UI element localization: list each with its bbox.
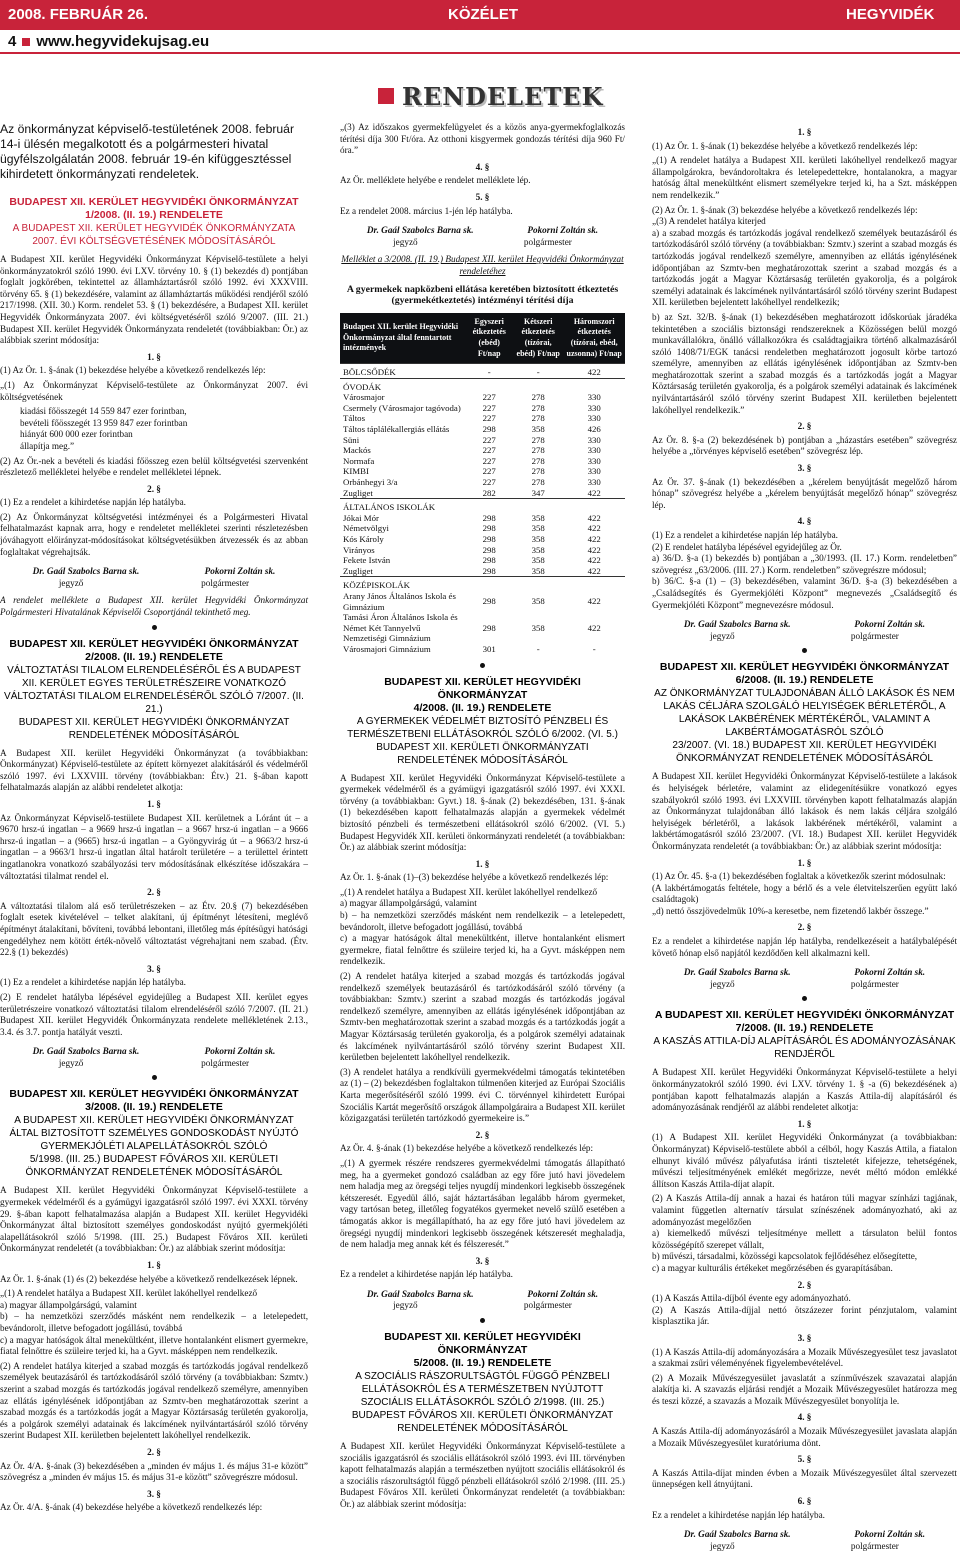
table-row <box>340 456 625 467</box>
fee-cell: 298 <box>482 596 496 607</box>
signatures: Dr. Gaál Szabolcs Barna sk. Pokorni Zoltán sk. <box>32 1046 276 1057</box>
paragraph: bevételi főösszegét 13 959 847 ezer forintban <box>20 417 188 428</box>
fee-cell: 426 <box>587 424 601 435</box>
paragraph: „(1) Az Önkormányzat Képviselő-testülete az Önkormányzat 2007. évi költségvetésének <box>0 379 308 402</box>
table-row <box>340 435 625 446</box>
institution-cell: ÁLTALÁNOS ISKOLÁK <box>340 499 465 513</box>
section-number: 1. § <box>797 1118 812 1129</box>
section-number: 2. § <box>475 1129 490 1140</box>
ordinance-title-6: BUDAPEST XII. KERÜLET HEGYVIDÉKI ÖNKORMÁNYZAT 6/2008. (II. 19.) RENDELETE AZ ÖNKORMÁNYZAT TULAJDONÁBAN ÁLLÓ LAKÁSOK ÉS NEM LAKÁS CÉLJÁRA SZOLGÁLÓ HELYISÉGEK BÉRLETÉRŐL, A LAKÁSOK LAKBÉRÉNEK MÉRTÉKÉRŐL, VALAMINT A LAKBÉRTÁMOGATÁSRÓL SZÓLÓ 23/2007. (VI. 18.) BUDAPEST XII. KERÜLET HEGYVIDÉKI ÖNKORMÁNYZAT RENDELETÉNEK MÓDOSÍTÁSÁRÓL <box>654 661 955 765</box>
section-number: 1. § <box>797 857 812 868</box>
separator-dot <box>152 1075 157 1080</box>
fee-cell: 422 <box>587 487 601 498</box>
table-row <box>340 591 625 612</box>
fee-cell: 227 <box>482 402 496 413</box>
paragraph: (1) Ez a rendelet a kihirdetése napján lép hatályba. <box>0 497 186 508</box>
fee-cell: 422 <box>587 544 601 555</box>
paragraph: Az Ör. 8. §-a (2) bekezdésének b) pontjában a „házastárs esetében” szövegrész helyébe a „törvényes képviselő esetében” szövegrész lép. <box>652 434 957 457</box>
fee-cell: 330 <box>587 402 601 413</box>
table-row <box>340 392 625 403</box>
paragraph: A Budapest XII. kerület Hegyvidéki Önkormányzat Képviselő-testülete a lakások és helyiségek bérletére, valamint az elidegenítésükre vonatkozó egyes szabályokról szóló 1993. évi LXXVIII. törvényben kapott felhatalmazás alapján az Önkormányzat tulajdonában álló lakások és nem lakás céljára szolgáló helyiségek bérletéről, a lakások lakbérének mértékéről, valamint a lakbértámogatásról szóló 23/2007. (VI. 18.) Budapest XII. kerület Hegyvidék Önkormányzata rendeletét (a továbbiakban: Ör.) az alábbiak szerint módosítja: <box>652 771 957 851</box>
institution-cell: Virányos <box>343 544 375 555</box>
signature-roles: jegyző polgármester <box>710 1540 899 1551</box>
table-row <box>340 413 625 424</box>
ordinance-title-3: BUDAPEST XII. KERÜLET HEGYVIDÉKI ÖNKORMÁNYZAT 3/2008. (II. 19.) RENDELETE A BUDAPEST XII. KERÜLET HEGYVIDÉKI ÖNKORMÁNYZAT ÁLTAL BIZTOSÍTOTT SZEMÉLYES GONDOSKODÁST NYÚJTÓ GYERMEKJÓLÉTI ALAPELLÁTÁSOKRÓL SZÓLÓ 5/1998. (III. 25.) BUDAPEST FŐVÁROS XII. KERÜLETI ÖNKORMÁNYZAT RENDELETÉNEK MÓDOSÍTÁSÁRÓL <box>9 1088 299 1179</box>
paragraph: A Kaszás Attila-díjat minden évben a Mozaik Művészegyesület által szervezett ünnepségen kell átnyújtani. <box>652 1467 957 1490</box>
table-row <box>340 513 625 524</box>
signatures: Dr. Gaál Szabolcs Barna sk. Pokorni Zoltán sk. <box>366 225 599 236</box>
fee-cell: 227 <box>482 392 496 403</box>
institution-cell: ÓVODÁK <box>340 378 465 392</box>
institution-cell: Városmajor <box>343 392 385 403</box>
fee-cell: - <box>513 364 563 379</box>
fee-cell: 330 <box>587 445 601 456</box>
page-header-bar <box>0 0 960 30</box>
column-3 <box>652 122 957 1551</box>
paragraph: kiadási főösszegét 14 559 847 ezer forintban, <box>20 406 187 417</box>
red-square-icon <box>378 88 394 104</box>
institution-cell: Németvölgyi <box>343 523 389 534</box>
fee-cell: 358 <box>531 596 545 607</box>
fee-cell: 422 <box>587 512 601 523</box>
fee-cell: 278 <box>531 413 545 424</box>
paragraph: Az Ör. 4/A. §-ának (4) bekezdése helyébe a következő rendelkezés lép: <box>0 1502 263 1513</box>
table-row <box>340 523 625 534</box>
signatures: Dr. Gaál Szabolcs Barna sk. Pokorni Zoltán sk. <box>683 619 926 630</box>
paper-name: HEGYVIDÉK <box>846 6 935 23</box>
institution-cell: Zugliget <box>343 487 373 498</box>
table-row <box>340 612 625 644</box>
institution-cell: BÖLCSŐDÉK <box>340 364 465 379</box>
separator-dot <box>802 996 807 1001</box>
institution-cell: Tamási Áron Általános Iskola és Német Két Tannyelvű Nemzetiségi Gimnázium <box>343 612 458 644</box>
paragraph: „(1) A rendelet hatálya a Budapest XII. kerület lakóhellyel rendelkező <box>0 1288 258 1299</box>
paragraph: Ez a rendelet a kihirdetése napján lép hatályba. <box>652 1509 825 1520</box>
signatures: Dr. Gaál Szabolcs Barna sk. Pokorni Zoltán sk. <box>683 1529 926 1540</box>
section-number: 1. § <box>797 127 812 137</box>
section-number: 5. § <box>475 191 490 202</box>
fee-cell: 278 <box>531 445 545 456</box>
section-number: 4. § <box>797 516 812 527</box>
fee-cell: - <box>536 643 540 654</box>
section-number: 2. § <box>147 483 161 494</box>
table-row <box>340 403 625 414</box>
section-number: 2. § <box>147 887 161 898</box>
paragraph: „(1) A gyermek részére rendszeres gyermekvédelmi támogatás állapítható meg, ha a gyermeket gondozó családban az egy főre jutó havi jövedelem nem haladja meg az öregségi teljes nyugdíj mindenkori legkisebb összegének kétszeresét. Egyedül álló, saját háztartásában legalább három gyermeket, vagy tartósan beteg, illetőleg fogyatékos gyermeket nevelő szülő esetében a támogatás akkor is megállapítható, ha az egy főre jutó havi jövedelem az öregségi nyugdíj mindenkori legkisebb összegének kétszeresét meghaladja, de nem haladja meg annak két és félszeresét.” <box>340 1157 625 1250</box>
ordinance-title-1: BUDAPEST XII. KERÜLET HEGYVIDÉKI ÖNKORMÁNYZAT 1/2008. (II. 19.) RENDELETE A BUDAPEST XII. KERÜLET HEGYVIDÉK ÖNKORMÁNYZATA 2007. ÉVI KÖLTSÉGVETÉSÉNEK MÓDOSÍTÁSÁRÓL <box>9 196 299 247</box>
table-row <box>340 534 625 545</box>
paragraph: Az Ör. 4/A. §-ának (3) bekezdésében a „minden év május 1. és május 31-e között” szövegrész a „minden év május 15. és május 31-e között” szövegrészre módosul. <box>0 1460 308 1483</box>
fee-cell: 227 <box>482 445 496 456</box>
signature-roles: jegyző polgármester <box>393 1300 572 1311</box>
paragraph: b) az Szt. 32/B. §-ának (1) bekezdésében meghatározott időskorúak járadéka tekintetében a szociális biztonsági rendszereknek a Közösségen belül mozgó munkavállalókra, önálló vállalkozókra és családtagjaikra történő alkalmazásáról szóló 1408/71/EGK tanácsi rendeletben meghatározott jogosult körbe tartozó személyre, amennyiben az ellátás igénylésének időpontjában az Szmtv-ben meghatározottak szerint a szabad mozgás és a tartózkodás jogát a Magyar Köztársaság területén gyakorolja, és a polgárok személyi adatainak és lakcímének nyilvántartásáról szóló törvény szerint Budapest XII. kerületben bejelentett lakóhellyel rendelkezik.” <box>652 311 957 415</box>
fee-cell: 298 <box>482 555 496 566</box>
table-row <box>340 499 625 513</box>
institution-cell: Zugliget <box>343 565 373 576</box>
fee-cell: 278 <box>531 402 545 413</box>
fee-cell: 422 <box>587 534 601 544</box>
paragraph: „(3) A rendelet hatálya kiterjed <box>652 216 766 227</box>
paragraph: Az Ör. melléklete helyébe e rendelet melléklete lép. <box>340 175 531 186</box>
paragraph: b) művészi, társadalmi, közösségi kapcsolatok fejlődéséhez elősegítette, <box>652 1251 918 1262</box>
paragraph: b) 36/C. §-a (1) – (3) bekezdésében, valamint 36/D. §-a (3) bekezdésében a „Családsegítés és Gyermekjóléti Központ” megnevezés „Családsegítő és Gyermekjóléti Központ” megnevezésre módosul. <box>652 576 957 610</box>
site-url: www.hegyvidekujsag.eu <box>36 33 210 50</box>
paragraph: c) a magyar hatóságok által menekültként, illetve hontalanként elismert gyermekre, fiatal felnőttre és szüleire terjed ki, ha a Gyvt. másképpen nem rendelkezik. <box>340 933 625 967</box>
table-row <box>340 566 625 577</box>
fee-cell: 358 <box>531 424 545 435</box>
paragraph: (1) A Kaszás Attila-díj adományozására a Mozaik Művészegyesület tesz javaslatot a szakmai zsűri véleményének figyelembevételével. <box>652 1346 957 1369</box>
separator-dot <box>152 625 157 630</box>
paragraph: (2) A rendelet hatálya kiterjed a szabad mozgás és tartózkodás jogával rendelkező személyek beutazásáról és tartózkodásáról szóló törvény (a továbbiakban: Szmtv.) szerint a szabad mozgás és tartózkodás jogával rendelkező személyre, amennyiben az ellátás igénylésének időpontjában az Szmtv-ben meghatározottak szerint a szabad mozgás és a tartózkodás jogát a Magyar Köztársaság területén gyakorolja, és a polgárok személyi adatainak és lakcímének nyilvántartásáról szóló törvény szerint Budapest XII. kerületben bejelentett lakóhellyel rendelkezik. <box>340 971 625 1063</box>
fee-cell <box>563 378 625 392</box>
section-number: 3. § <box>475 1255 490 1266</box>
paragraph: (1) Az Ör. 1. §-ának (1) bekezdése helyébe a következő rendelkezés lép: <box>0 365 266 376</box>
paragraph: (2) Az Ör. 1. §-ának (3) bekezdése helyébe a következő rendelkezés lép: <box>652 204 918 215</box>
paragraph: (1) A Kaszás Attila-díjból évente egy adományozható. <box>652 1293 851 1304</box>
fee-cell: 358 <box>531 555 545 566</box>
section-name: KÖZÉLET <box>448 6 518 23</box>
paragraph: c) a magyar hatóságok által menekültként, illetve hontalanként elismert gyermekre, fiatal felnőttre és szüleire terjed ki, ha a Gyvt. másképpen nem rendelkezik. <box>0 1334 308 1357</box>
paragraph: (2) E rendelet hatályba lépésével egyidejűleg a Budapest XII. kerület egyes területrészeire vonatkozó változtatási tilalom elrendeléséről szóló 7/2007. (II. 21.) Budapest XII. kerület Hegyvidék Önkormányzata rendelete mellékletének 2.13., 3.4. és 3.7. pontja hatályát veszti. <box>0 991 308 1037</box>
paragraph: b) – ha nemzetközi szerződés másként nem rendelkezik – a letelepedett, bevándorolt, illetve befogadott jogállású, továbbá <box>0 1311 308 1333</box>
section-number: 4. § <box>475 161 490 172</box>
fee-cell: 422 <box>563 364 625 379</box>
table-row <box>340 424 625 435</box>
section-number: 3. § <box>147 963 161 974</box>
section-number: 5. § <box>797 1454 812 1465</box>
column-2 <box>340 122 625 1510</box>
column-1 <box>0 122 308 1513</box>
fee-cell: 298 <box>482 523 496 534</box>
fee-cell: 227 <box>482 434 496 445</box>
paragraph: Ez a rendelet 2008. március 1-jén lép hatályba. <box>340 205 513 216</box>
institution-cell: KIMBI <box>343 466 369 477</box>
institution-cell: Fekete István <box>343 555 391 566</box>
section-number: 1. § <box>475 858 490 869</box>
paragraph: (2) E rendelet hatályba lépésével egyidejűleg az Ör. <box>652 541 842 552</box>
signature-roles: jegyző polgármester <box>710 630 899 641</box>
fee-cell: 422 <box>587 523 601 534</box>
institution-cell: Süni <box>343 434 360 445</box>
section-number: 6. § <box>797 1496 812 1507</box>
annex-title: Melléklet a 3/2008. (II. 19.) Budapest XII. kerület Hegyvidéki Önkormányzat rendeletéhez <box>341 254 624 276</box>
institution-cell: Táltos táplálékallergiás ellátás <box>343 424 450 435</box>
table-row <box>340 477 625 488</box>
paragraph: A Budapest XII. kerület Hegyvidéki Önkormányzat Képviselő-testülete a helyi önkormányzatokról szóló 1990. évi LXV. törvény 1. § -a (6) bekezdésének a) pontjában kapott felhatalmazás alapján a Kaszás Attila-díj alapításáról és adományozásának rendjéről az alábbi rendeletet alkotja: <box>652 1067 957 1113</box>
fee-cell: 358 <box>531 544 545 555</box>
institution-cell: Arany János Általános Iskola és Gimnázium <box>343 590 456 612</box>
paragraph: a) magyar állampolgárságú, valamint <box>340 898 477 909</box>
paragraph: „(3) Az időszakos gyermekfelügyelet és a közös anya-gyermekfoglalkozás térítési díja 300 Ft/óra. Az otthoni kisgyermek gondozás térítési díja 960 Ft/óra.” <box>340 122 625 156</box>
fee-cell: 278 <box>531 455 545 466</box>
institution-cell: Normafa <box>343 455 375 466</box>
institution-cell: Jókai Mór <box>343 512 379 523</box>
fee-cell: 278 <box>531 466 545 477</box>
fee-cell: 330 <box>587 413 601 424</box>
issue-date: 2008. FEBRUÁR 26. <box>8 6 149 23</box>
fee-cell <box>563 499 625 513</box>
fee-cell: 330 <box>587 392 601 403</box>
fee-cell <box>513 499 563 513</box>
paragraph: (2) Az Önkormányzat költségvetési intézményei és a Polgármesteri Hivatal felhatalmazást kapnak arra, hogy e rendeletet mellékletei szerinti részletezésben jóváhagyott előirányzat-módosításokat költségvetésükben átvezessék és az abban foglaltakat végrehajtsák. <box>0 511 308 557</box>
institution-cell: Kós Károly <box>343 534 384 544</box>
section-heading-text: RENDELETEK <box>402 81 604 111</box>
paragraph: (2) A Mozaik Művészegyesület javaslatát a színművészek szavazatai alapján alakítja ki. A szavazás eljárási rendjét a Mozaik Művészegyesület határozza meg és teszi közzé, a szavazás a Mozaik Művészegyesület bonyolítja le. <box>652 1372 957 1406</box>
fee-cell: 358 <box>531 523 545 534</box>
paragraph: Az Önkormányzat Képviselő-testülete Budapest XII. kerületnek a Lóránt út – a 9670 hrsz-ú ingatlan – a 9669 hrsz-ú ingatlan – a 9667 hrsz-ú ingatlan – a 9666 hrsz-ú ingatlan – a (9665) hrsz-ú ingatlan – a Gyöngyvirág út – a 9663/2 hrsz-ú ingatlan – a 9663/1 hrsz-ú ingatlan által határolt területére – a területtel érintett ingatlanokra vonatkozó szabályozási terv módosításának elkészítése időszakára – változtatási tilalmat rendel el. <box>0 812 308 881</box>
signatures: Dr. Gaál Szabolcs Barna sk. Pokorni Zoltán sk. <box>32 566 276 577</box>
fee-cell <box>513 577 563 591</box>
paragraph: a) 36/D. §-a (1) bekezdés b) pontjában a „30/1993. (II. 17.) Korm. rendeletben” szövegrész „63/2006. (III. 27.) Korm. rendeletben” szövegrészre módosul; <box>652 553 957 575</box>
ordinance-title-2: BUDAPEST XII. KERÜLET HEGYVIDÉKI ÖNKORMÁNYZAT 2/2008. (II. 19.) RENDELETE VÁLTOZTATÁSI TILALOM ELRENDELÉSÉRŐL ÉS A BUDAPEST XII. KERÜLET EGYES TERÜLETRÉSZEIRE VONATKOZÓ VÁLTOZTATÁSI TILALOM ELRENDELÉSÉRŐL SZÓLÓ 7/2007. (II. 21.) BUDAPEST XII. KERÜLET HEGYVIDÉKI ÖNKORMÁNYZAT RENDELETÉNEK MÓDOSÍTÁSÁRÓL <box>4 637 304 741</box>
column-header: Budapest XII. kerület Hegyvidéki Önkormányzat által fenntartott intézmények <box>340 313 465 364</box>
institution-cell: Orbánhegyi 3/a <box>343 477 398 488</box>
annex-note: A rendelet melléklete a Budapest XII. kerület Hegyvidéki Önkormányzat Polgármesteri Hivatalának Képviselői Csoportjánál tekinthető meg. <box>0 595 308 618</box>
separator-dot <box>480 663 485 668</box>
paragraph: Az Ör. 1. §-ának (1)–(3) bekezdése helyébe a következő rendelkezés lép: <box>340 872 609 883</box>
paragraph: a) kiemelkedő művészi teljesítménye mellett a társulaton belül fontos közösségépítő szerepet vállalt, <box>652 1228 957 1250</box>
paragraph: állapítja meg.” <box>20 440 75 451</box>
fee-cell: 422 <box>587 565 601 576</box>
fee-cell: 278 <box>531 477 545 488</box>
fee-cell: 298 <box>482 565 496 576</box>
institution-cell: Mackós <box>343 445 371 456</box>
institution-cell: KÖZÉPISKOLÁK <box>340 577 465 591</box>
fee-cell: 298 <box>482 512 496 523</box>
fee-cell: - <box>465 364 513 379</box>
page-number: 4 <box>8 33 17 50</box>
fee-cell: - <box>592 643 596 654</box>
section-number: 2. § <box>147 1446 161 1457</box>
paragraph: „d) nettó összjövedelmük 10%-a keresetbe, nem fizetendő lakbér összege.” <box>652 905 929 916</box>
paragraph: a) a szabad mozgás és tartózkodás jogával rendelkező személyek beutazásáról és tartózkodásáról szóló törvény (a továbbiakban: Szmtv.) szerint a szabad mozgás és tartózkodás jogával rendelkező személyre, amennyiben az ellátás igénylésének időpontjában az Szmtv-ben meghatározottak szerint a szabad mozgás és a tartózkodás jogát a Magyar Köztársaság területén gyakorolja, és a polgárok személyi adatainak és lakcímének nyilvántartásáról szóló törvény szerint Budapest XII. kerületben bejelentett lakóhellyel rendelkezik; <box>652 227 957 308</box>
section-number: 1. § <box>147 351 161 362</box>
table-row <box>340 466 625 477</box>
section-number: 2. § <box>797 421 812 432</box>
section-number: 3. § <box>797 1332 812 1343</box>
fee-cell: 227 <box>482 466 496 477</box>
section-number: 2. § <box>797 922 812 933</box>
separator-dot <box>802 648 807 653</box>
paragraph: (1) Ez a rendelet a kihirdetése napján lép hatályba. <box>652 530 838 540</box>
institution-cell: Táltos <box>343 413 365 424</box>
paragraph: a) magyar állampolgárságú, valamint <box>0 1299 137 1310</box>
meal-fee-table <box>340 313 625 655</box>
paragraph: hiányát 600 000 ezer forintban <box>20 429 133 440</box>
paragraph: (1) Ez a rendelet a kihirdetése napján lép hatályba. <box>0 977 186 988</box>
fee-cell: 422 <box>587 596 601 607</box>
section-number: 4. § <box>797 1412 812 1423</box>
paragraph: Az Ör. 37. §-ának (1) bekezdésében a „kérelem benyújtását megelőző három hónap” szövegrész helyébe a „kérelem benyújtását megelőző hónap” szövegrész lép. <box>652 476 957 510</box>
table-row <box>340 644 625 655</box>
signature-roles: jegyző polgármester <box>710 978 899 989</box>
table-row <box>340 378 625 392</box>
institution-cell: Csermely (Városmajor tagóvoda) <box>343 402 461 413</box>
page-subheader <box>0 30 960 54</box>
table-row <box>340 555 625 566</box>
fee-cell: 330 <box>587 466 601 477</box>
signature-roles: jegyző polgármester <box>393 236 572 247</box>
fee-cell: 227 <box>482 477 496 488</box>
table-row <box>340 545 625 556</box>
fee-cell: 422 <box>587 622 601 633</box>
paragraph: (2) A Kaszás Attila-díj annak a hazai és határon túli magyar színházi tagjának, valamint független alternatív társulat színészének adományozható, aki az adományozást megelőzően <box>652 1193 957 1227</box>
paragraph: c) a magyar kulturális értékeket megőrzésében és gyarapításában. <box>652 1262 893 1273</box>
fee-cell: 278 <box>531 392 545 403</box>
column-header: Egyszeri étkeztetés (ebéd) Ft/nap <box>465 313 513 364</box>
paragraph: A Kaszás Attila-díj adományozásáról a Mozaik Művészegyesület javaslata alapján a Mozaik Művészegyesület kuratóriuma dönt. <box>652 1426 957 1448</box>
paragraph: (1) Az Ör. 1. §-ának (1) bekezdése helyébe a következő rendelkezés lép: <box>652 140 918 151</box>
ordinance-title-7: A BUDAPEST XII. KERÜLET HEGYVIDÉKI ÖNKORMÁNYZAT 7/2008. (II. 19.) RENDELETE A KASZÁS ATTILA-DÍJ ALAPÍTÁSÁRÓL ÉS ADOMÁNYOZÁSÁNAK RENDJÉRŐL <box>653 1009 956 1061</box>
column-header: Kétszeri étkeztetés (tízórai, ebéd) Ft/nap <box>513 313 563 364</box>
table-row <box>340 445 625 456</box>
table-row <box>340 577 625 591</box>
fee-cell: 358 <box>531 534 545 544</box>
paragraph: A Budapest XII. kerület Hegyvidéki Önkormányzat Képviselő-testülete a szociális igazgatásról és szociális ellátásokról szóló 1993. évi III. törvényben kapott felhatalmazás alapján a természetben nyújtott szociális ellátásokról és a szociális rászorultságtól függő pénzbeli ellátásokról szóló 2/1998. (III. 25.) Budapest Főváros XII. kerületi Önkormányzat rendeletét (a továbbiakban: Ör.) az alábbiak szerint módosítja: <box>340 1441 625 1510</box>
fee-cell: 330 <box>587 455 601 466</box>
table-row <box>340 364 625 379</box>
table-row <box>340 488 625 499</box>
paragraph: Ez a rendelet a kihirdetése napján lép hatályba, rendelkezéseit a hatálybalépését követő hónap első napjától kezdődően kell alkalmazni kell. <box>652 936 957 958</box>
fee-cell: 301 <box>482 643 496 654</box>
paragraph: A Budapest XII. kerület Hegyvidéki Önkormányzat Képviselő-testülete a gyermekek védelméről és a gyámügyi igazgatásról szóló 1997. évi XXXI. törvény (a továbbiakban: Gyvt.) 18. §-ának (2) bekezdésében, 131. §-ának (1) bekezdésében kapott felhatalmazás alapján a gyermekek védelmét biztosító pénzbeli és természetbeni ellátásokról szóló 6/2002. (VI. 5.) Budapest Hegyvidék XII. kerületi önkormányzati rendeletét (a továbbiakban: Ör.) az alábbiak szerint módosítja: <box>340 772 625 853</box>
signatures: Dr. Gaál Szabolcs Barna sk. Pokorni Zoltán sk. <box>683 967 926 978</box>
fee-cell: 330 <box>587 477 601 488</box>
fee-cell: 422 <box>587 555 601 566</box>
paragraph: A Budapest XII. kerület Hegyvidéki Önkormányzat Képviselő-testülete a helyi önkormányzatokról szóló 1990. évi LXV. törvény 10. § (1) bekezdés d) pontjában foglalt jogkörében, tekintettel az államháztartásról szóló 1992. évi XXXVIII. törvény 65. § (1) bekezdésére, valamint az államháztartás működési rendjéről szóló 217/1998. (XII. 30.) Korm. rendelet 53. § (1) bekezdésére, a Budapest XII. kerület Hegyvidék Önkormányzata 2007. évi költségvetéséről szóló 9/2007. (III. 21.) Budapest XII. kerület Hegyvidék Önkormányzata rendeletét (továbbiakban: Ör.) az alábbiak szerint módosítja: <box>0 254 308 346</box>
fee-cell <box>465 577 513 591</box>
section-number: 1. § <box>147 1260 161 1271</box>
paragraph: (2) A rendelet hatálya kiterjed a szabad mozgás és tartózkodás jogával rendelkező személyek beutazásáról és tartózkodásáról szóló törvény (a továbbiakban: Szmtv.) szerint a szabad mozgás és tartózkodás jogával rendelkező személyre, amennyiben az ellátás igénylésének időpontjában az Szmtv-ben meghatározottak szerint a szabad mozgás és a tartózkodás jogát a Magyar Köztársaság területén gyakorolja, és a polgárok személyi adatainak és lakcímének nyilvántartásáról szóló törvény szerint Budapest XII. kerületben bejelentett lakóhellyel rendelkezik. <box>0 1360 308 1441</box>
fee-cell: 358 <box>531 512 545 523</box>
institution-cell: Városmajori Gimnázium <box>343 643 431 654</box>
fee-cell <box>513 378 563 392</box>
paragraph: Az Ör. 1. §-ának (1) és (2) bekezdése helyébe a következő rendelkezések lépnek. <box>0 1273 298 1284</box>
fee-cell <box>563 577 625 591</box>
fee-cell: 227 <box>482 455 496 466</box>
paragraph: Az Ör. 4. §-ának (1) bekezdése helyébe a következő rendelkezés lép: <box>340 1143 594 1154</box>
column-header: Háromszori étkeztetés (tízórai, ebéd, uzsonna) Ft/nap <box>563 313 625 364</box>
ordinance-title-5: BUDAPEST XII. KERÜLET HEGYVIDÉKI ÖNKORMÁNYZAT 5/2008. (II. 19.) RENDELETE A SZOCIÁLIS RÁSZORULTSÁGTÓL FÜGGŐ PÉNZBELI ELLÁTÁSOKRÓL ÉS A TERMÉSZETBEN NYÚJTOTT SZOCIÁLIS ELLÁTÁSOKRÓL SZÓLÓ 2/1998. (III. 25.) BUDAPEST FŐVÁROS XII. KERÜLETI ÖNKORMÁNYZAT RENDELETÉNEK MÓDOSÍTÁSÁRÓL <box>351 1331 614 1435</box>
fee-cell: 282 <box>482 487 496 498</box>
ordinance-title-4: BUDAPEST XII. KERÜLET HEGYVIDÉKI ÖNKORMÁNYZAT 4/2008. (II. 19.) RENDELETE A GYERMEKEK VÉDELMÉT BIZTOSÍTÓ PÉNZBELI ÉS TERMÉSZETBENI ELLÁTÁSOKRÓL SZÓLÓ 6/2002. (VI. 5.) BUDAPEST XII. KERÜLETI ÖNKORMÁNYZATI RENDELETÉNEK MÓDOSÍTÁSÁRÓL <box>347 675 618 766</box>
fee-cell: 347 <box>531 487 545 498</box>
table-title: A gyermekek napközbeni ellátása keretében biztosított étkeztetés (gyermekétkeztetés) intézményi térítési díja <box>346 283 619 307</box>
fee-cell: 298 <box>482 544 496 555</box>
paragraph: (3) A rendelet hatálya a rendkívüli gyermekvédelmi támogatás tekintetében az (1) – (2) bekezdésben foglaltakon túlmenően kiterjed az Európai Szociális Karta megerősítéséről szóló 1999. évi C. törvénnyel kihirdetett Európai Szociális Kartát megerősítő országok állampolgáraira a Budapest XII. kerület közigazgatási területén tartózkodó gyermekeire is.” <box>340 1066 625 1124</box>
table-body <box>340 364 625 655</box>
paragraph: Ez a rendelet a kihirdetése napján lép hatályba. <box>340 1269 513 1280</box>
fee-cell <box>465 499 513 513</box>
paragraph: A Budapest XII. kerület Hegyvidéki Önkormányzat (a továbbiakban: Önkormányzat) Képviselő-testülete az épített környezet alakításáról és védelméről szóló 1997. évi LXXVIII. törvény (továbbiakban: Étv.) 21. §-ában kapott felhatalmazás alapján az alábbi rendeletet alkotja: <box>0 747 308 793</box>
paragraph: A változtatási tilalom alá eső területrészeken – az Étv. 20.§ (7) bekezdésében foglalt esetek kivételével – telket alakítani, új építményt létesíteni, meglévő építményt átalakítani, bővíteni, továbbá lebontani, illetőleg más építésügyi hatósági engedélyhez nem kötött érték-növelő változtatást végrehajtani nem szabad. (Étv. 22.§ (1) bekezdés) <box>0 900 308 958</box>
fee-cell: 227 <box>482 413 496 424</box>
section-heading <box>378 80 603 112</box>
section-number: 1. § <box>147 799 161 809</box>
paragraph: A Budapest XII. kerület Hegyvidéki Önkormányzat Képviselő-testülete a gyermekek védelméről és a gyámügyi igazgatásról szóló 1997. évi XXXI. törvény 29. §-ában kapott felhatalmazása alapján a Budapest XII. kerület Hegyvidéki Önkormányzat által biztosított személyes gondoskodást nyújtó gyermekjóléti alapellátásokról szóló 5/1998. (III. 25.) Budapest Főváros XII. kerületi Önkormányzat rendeletét (a továbbiakban: Ör.) az alábbiak szerint módosítja: <box>0 1185 308 1254</box>
section-number: 3. § <box>797 463 812 474</box>
paragraph: (A lakbértámogatás feltétele, hogy a bérlő és a vele életvitelszerűen együtt lakó családtagok) <box>652 882 957 905</box>
fee-cell: 298 <box>482 534 496 544</box>
paragraph: (1) Az Ör. 45. §-a (1) bekezdésében foglaltak a következők szerint módosulnak: <box>652 871 946 882</box>
paragraph: (2) Az Ör.-nek a bevételi és kiadási főösszeg ezen belül költségvetési szervenként részletező mellékletei helyébe e rendelet mellékletei lépnek. <box>0 455 308 478</box>
section-number: 3. § <box>147 1488 161 1499</box>
table-header-row <box>340 313 625 364</box>
fee-cell: 330 <box>587 434 601 445</box>
separator-dot <box>480 1318 485 1323</box>
signatures: Dr. Gaál Szabolcs Barna sk. Pokorni Zoltán sk. <box>366 1288 599 1299</box>
fee-cell: 358 <box>531 565 545 576</box>
section-number: 2. § <box>797 1279 812 1290</box>
square-bullet-icon <box>22 38 30 46</box>
fee-cell: 298 <box>482 424 496 435</box>
paragraph: (2) A Kaszás Attila-díjjal nettó ötszázezer forint pénzjutalom, valamint kisplasztika jár. <box>652 1304 957 1327</box>
paragraph: b) – ha nemzetközi szerződés másként nem rendelkezik – a letelepedett, bevándorolt, illetve befogadott jogállású, továbbá <box>340 910 625 932</box>
fee-cell: 358 <box>531 622 545 633</box>
fee-cell: 298 <box>482 622 496 633</box>
paragraph: „(1) A rendelet hatálya a Budapest XII. kerületi lakóhellyel rendelkező magyar állampolgárokra, bevándoroltakra és letelepedettekre, hontalanokra, a magyar hatóság által menekültként elismert személyekre terjed ki, ha a Szt. másképpen nem rendelkezik.” <box>652 155 957 200</box>
fee-cell: 278 <box>531 434 545 445</box>
signature-roles: jegyző polgármester <box>58 1057 250 1068</box>
lead-paragraph: Az önkormányzat képviselő-testületének 2008. február 14-i ülésén megalkotott és a polgármesteri hivatal ügyfélszolgálatán 2008. február 19-én kifüggesztéssel kihirdetett önkormányzati rendeletek. <box>0 122 295 181</box>
paragraph: „(1) A rendelet hatálya a Budapest XII. kerület lakóhellyel rendelkező <box>340 886 598 897</box>
signature-roles: jegyző polgármester <box>58 577 250 588</box>
fee-cell <box>465 378 513 392</box>
paragraph: (1) A Budapest XII. kerület Hegyvidéki Önkormányzat (a továbbiakban: Önkormányzat) Képviselő-testülete abból a célból, hogy Kaszás Attila, a fiatalon elhunyt kiváló művész pályafutása iránti tiszteletét kifejezze, tehetségének, művészi teljesítményének emlékét megőrizze, nevét méltó módon emlékké állítson Kaszás Attila-díjat alapít. <box>652 1132 957 1189</box>
